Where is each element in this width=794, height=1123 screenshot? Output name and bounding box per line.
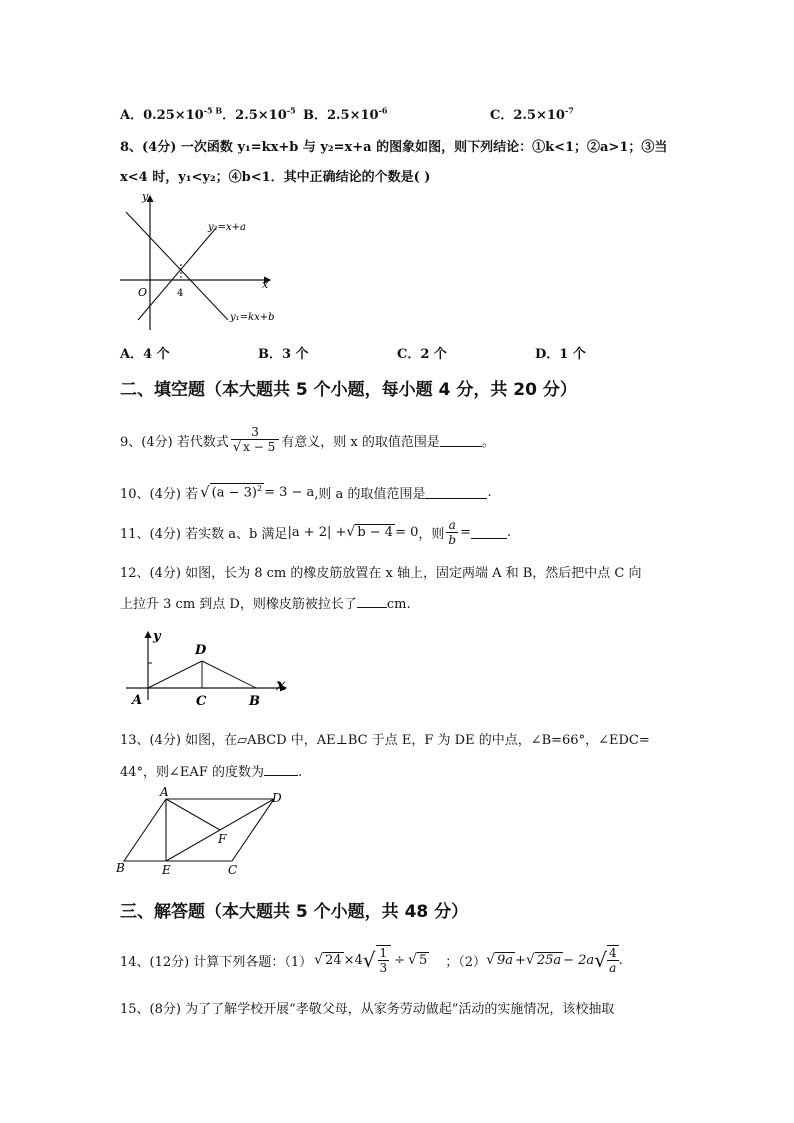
q14-end: . [618, 952, 623, 968]
q13-point-d: D [272, 791, 282, 805]
q8-option-d: D．1 个 [535, 347, 586, 362]
q10-end: . [487, 484, 492, 500]
q8-y1-label: y₁=kx+b [230, 312, 275, 323]
q14-p1-div: ÷ [394, 952, 406, 968]
q14-p2-frac: $\frac{4}{a}$ [608, 946, 617, 975]
q13-line2-post: . [297, 765, 303, 780]
q12-point-a: A [132, 693, 143, 708]
q8-y2-label: y₂=x+a [208, 222, 247, 233]
q14-p2-minus2a: − 2a [563, 952, 595, 968]
q8-line2: x<4 时，y₁<y₂；④b<1．其中正确结论的个数是( ) [120, 170, 431, 185]
q10-post: ,则 a 的取值范围是 [314, 486, 426, 502]
q14-p1-times4: ×4 [343, 952, 363, 968]
q10-rhs: = 3 − a [264, 484, 315, 500]
q11-fraction [446, 518, 458, 547]
q12-segment-ad [148, 661, 202, 688]
q12-x-label: x [276, 675, 286, 694]
q9-prefix: 9、(4分) 若代数式 [120, 434, 229, 450]
q13-line1: 13、(4分) 如图，在▱ABCD 中，AE⊥BC 于点 E，F 为 DE 的中点，∠B=66°，∠EDC= [120, 733, 650, 748]
q13-line2-pre: 44°，则∠EAF 的度数为 [120, 765, 264, 780]
q11-denominator: b [448, 532, 457, 547]
q9-numerator: 3 [231, 425, 279, 440]
q10-radicand: $(a - 3)^2$ [211, 484, 263, 501]
q15-line1: 15、(8分) 为了了解学校开展“孝敬父母，从家务劳动做起”活动的实施情况，该校抽取 [120, 1002, 615, 1017]
q11-expr-sqrt: b − 4 [357, 525, 394, 540]
q12-answer-blank[interactable] [357, 595, 387, 608]
q9-denominator: x − 5 [243, 440, 276, 454]
q13-point-a: A [160, 785, 169, 799]
q14-p2-sqrt25a: 25a [536, 953, 562, 968]
q11-expr-eq: = 0 [395, 524, 419, 540]
q10-answer-blank[interactable] [425, 486, 487, 499]
q14-p2-sqrt9a: 9a [496, 953, 514, 968]
q8-y-label: y [142, 190, 149, 203]
q8-option-c: C．2 个 [397, 347, 447, 362]
q11: 11、(4分) 若实数 a、b 满足 |a + 2| + √ b − 4 = 0 ，则 $\frac{a}{b}$ = . [120, 517, 512, 547]
q7-option-c: C．$2.5\times 10^{-7}$ [490, 105, 574, 123]
q12-line2 [120, 593, 411, 612]
q8-x-label: x [262, 278, 269, 291]
q14-p1-sqrt5: 5 [419, 953, 428, 968]
q11-post: = [460, 524, 471, 540]
q13-answer-blank[interactable] [264, 763, 298, 776]
q8-tick-label: 4 [177, 288, 184, 299]
q11-mid: ，则 [418, 526, 445, 542]
q9-end: 。 [481, 434, 495, 450]
q8-line1: 8、(4分) 一次函数 y₁=kx+b 与 y₂=x+a 的图象如图，则下列结论：①k<1；②a>1；③当 [120, 140, 668, 155]
q12-point-d: D [195, 643, 207, 658]
q8-origin-label: O [138, 286, 148, 299]
q10-prefix: 10、(4分) 若 [120, 486, 199, 502]
q8-figure [118, 190, 298, 332]
q14: 14、(12分) 计算下列各题：（1） √ 24 ×4 √ $\frac{1}{3}$ ÷ √ 5 ；（2） √ 9a + √ 25a − 2a √ $\frac{4}{a}$ . [120, 946, 623, 975]
q12-point-c: C [196, 694, 207, 709]
q9-fraction: $\frac{3}{√ x - 5}$ [231, 425, 279, 455]
q13-point-c: C [228, 863, 238, 877]
q13-parallelogram [124, 799, 274, 861]
q7-option-a: A．$0.25\times 10^{-5 B}$．$2.5\times 10^{-5}$ [120, 105, 296, 123]
q10: 10、(4分) 若 √ $(a - 3)^2$ = 3 − a ,则 a 的取值范围是 . [120, 483, 492, 502]
q9 [120, 418, 495, 462]
q7-option-b: B．$2.5\times 10^{-6}$ [303, 105, 388, 123]
q11-numerator: a [446, 518, 458, 533]
q12-figure [122, 628, 292, 710]
q8-option-a: A．4 个 [120, 347, 170, 362]
q11-end: . [506, 524, 512, 540]
q14-p1-frac: $\frac{1}{3}$ [376, 945, 392, 975]
q13-point-e: E [162, 863, 171, 877]
q12-segment-db [202, 661, 256, 688]
q13-point-b: B [116, 861, 125, 875]
section3-title: 三、解答题（本大题共 5 个小题，共 48 分） [120, 902, 469, 922]
q11-prefix: 11、(4分) 若实数 a、b 满足 [120, 526, 288, 542]
q11-expr-abs: |a + 2| + [287, 524, 347, 540]
section2-title: 二、填空题（本大题共 5 个小题，每小题 4 分，共 20 分） [120, 380, 577, 400]
q11-answer-blank[interactable] [471, 526, 507, 539]
q12-line1: 12、(4分) 如图，长为 8 cm 的橡皮筋放置在 x 轴上，固定两端 A 和 B，然后把中点 C 向 [120, 566, 642, 581]
q9-answer-blank[interactable] [440, 434, 482, 447]
q9-post: 有意义，则 x 的取值范围是 [281, 434, 440, 450]
q13-line2 [120, 761, 302, 780]
q12-point-b: B [249, 694, 260, 709]
q8-option-b: B．3 个 [258, 347, 309, 362]
q14-p2-plus: + [515, 952, 526, 968]
q12-line2-post: cm. [386, 597, 411, 612]
q14-prefix: 14、(12分) 计算下列各题：（1） [120, 954, 313, 970]
q12-line2-pre: 上拉升 3 cm 到点 D，则橡皮筋被拉长了 [120, 597, 357, 612]
q14-mid: ；（2） [445, 954, 487, 970]
q12-y-label: y [153, 629, 161, 644]
q14-p1-sqrt24: 24 [325, 953, 342, 968]
q13-point-f: F [218, 832, 227, 846]
q13-figure [116, 785, 292, 877]
q13-segment-af [166, 799, 220, 830]
